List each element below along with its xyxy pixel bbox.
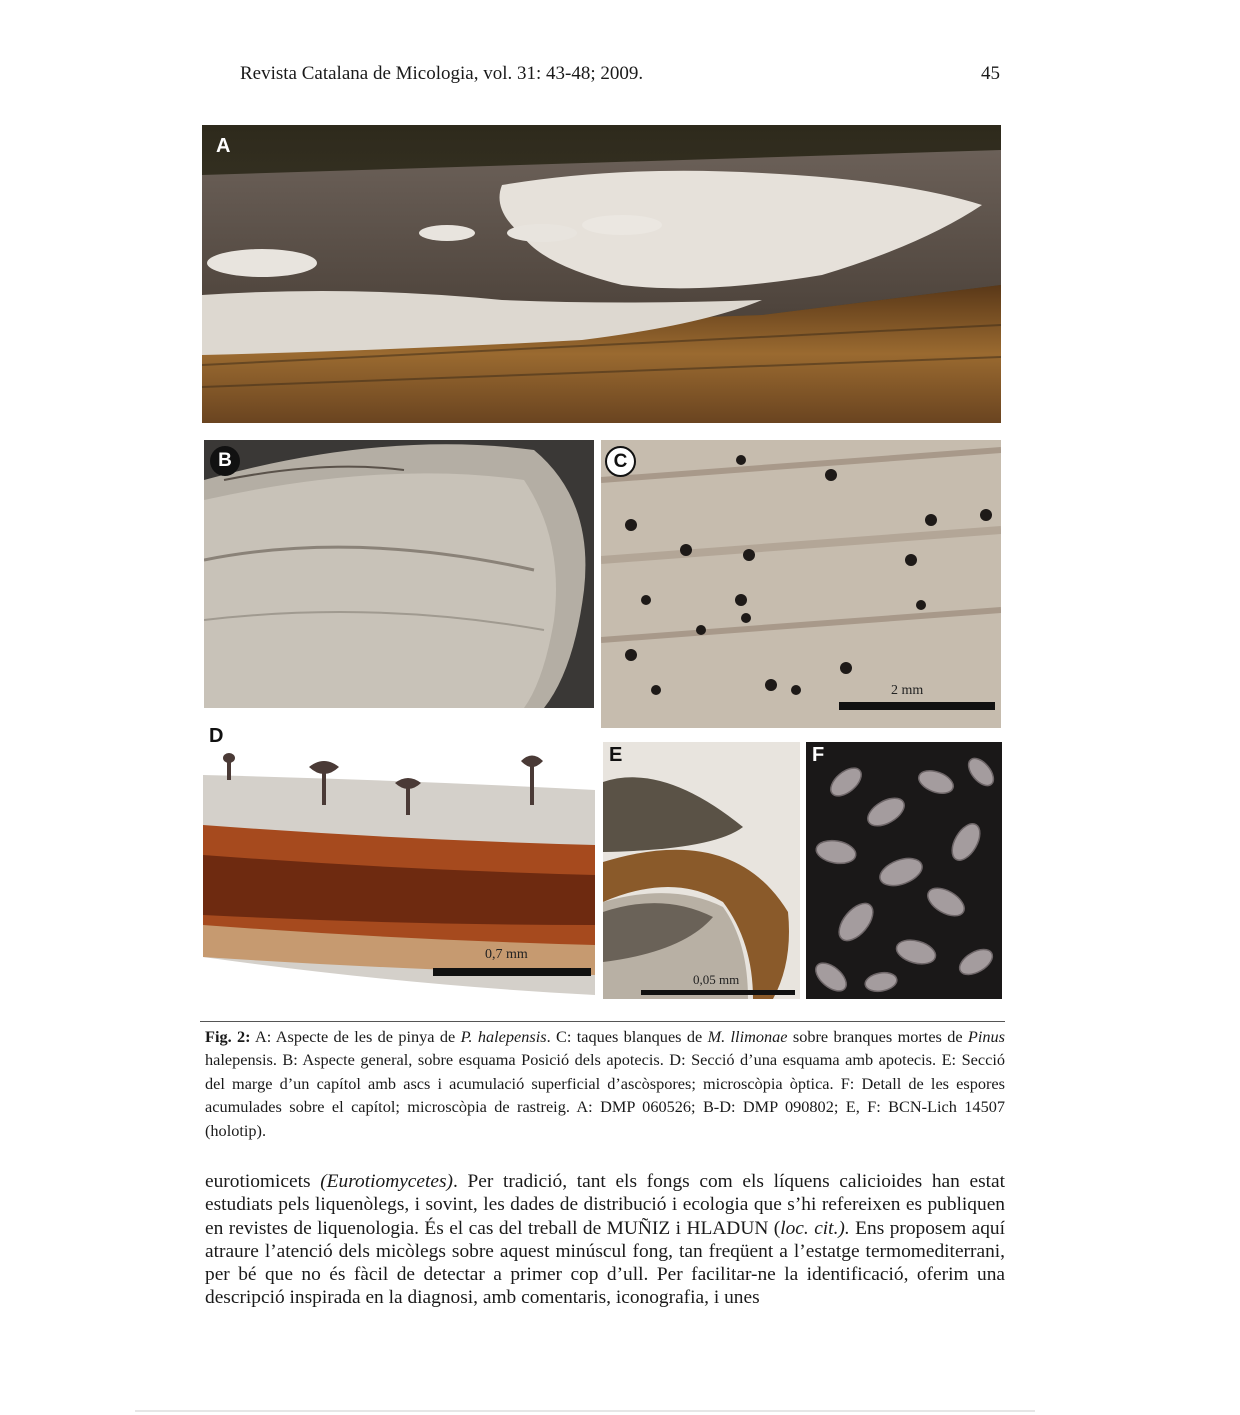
caption-rule xyxy=(200,1021,1005,1022)
page-number: 45 xyxy=(981,63,1000,84)
figure-panel-a xyxy=(202,125,1001,423)
photo-scale-section xyxy=(203,725,595,1000)
caption-taxon: M. llimonae xyxy=(707,1027,788,1046)
figure-panel-c xyxy=(601,440,1001,728)
scale-label-d: 0,7 mm xyxy=(485,947,528,962)
panel-label-b: B xyxy=(210,446,240,476)
scale-bar-d xyxy=(433,968,591,976)
scale-label-c: 2 mm xyxy=(891,683,924,698)
caption-text: sobre branques mortes de xyxy=(787,1027,968,1046)
caption-text: halepensis. B: Aspecte general, sobre esquama Posició dels apotecis. D: Secció d’una esquama amb apotecis. E: Secció del marge d’un capítol amb ascs i acumulació superficial d’ascòspores; microscòpia òptica. F: Detall de les espores acumulades sobre el capítol; microscòpia de rastreig. A: DMP 060526; B-D: DMP 090802; E, F: BCN-Lich 14507 (holotip). xyxy=(205,1050,1005,1140)
body-text: Ens proposem aquí atraure l’atenció dels micòlegs sobre aquest minúscul fong, tan freqüent a l’estatge termomediterrani, per bé que no és fàcil de detectar a primer cop d’ull. Per facilitar-ne la identificació, oferim una descripció inspirada en la diagnosi, amb comentaris, iconografia, i unes xyxy=(205,1217,1005,1309)
micrograph-sem-spores xyxy=(806,742,1002,999)
panel-label-d: D xyxy=(209,725,224,747)
body-italic: (Eurotiomycetes) xyxy=(320,1171,454,1192)
journal-citation: Revista Catalana de Micologia, vol. 31: 43-48; 2009. xyxy=(240,63,644,84)
photo-apothecia-macro xyxy=(601,440,1001,728)
caption-label: Fig. 2: xyxy=(205,1027,251,1046)
figure-panel-f xyxy=(806,742,1002,999)
panel-label-a: A xyxy=(216,135,231,157)
caption-text: . C: taques blanques de xyxy=(546,1027,708,1046)
body-text: eurotiomicets xyxy=(205,1171,321,1192)
panel-label-e: E xyxy=(609,744,623,766)
figure-panel-d xyxy=(203,725,595,1000)
body-paragraph xyxy=(205,1170,1005,1310)
figure-caption xyxy=(205,1025,1005,1142)
figure-panel-e xyxy=(603,742,800,999)
caption-taxon: Pinus xyxy=(967,1027,1006,1046)
body-italic: loc. cit.). xyxy=(780,1217,850,1239)
running-head xyxy=(240,63,1000,85)
body-text: . Per tradició, tant els fongs com els líquens calicioides han estat estudiats pels liquenòlegs, i sovint, les dades de distribució i ecologia que s’hi refereixen es publiquen en revistes de liquenologia. És el cas del treball de MUÑIZ i HLADUN ( xyxy=(205,1171,1006,1239)
scale-bar-c xyxy=(839,702,995,710)
caption-taxon: P. halepensis xyxy=(460,1027,547,1046)
photo-pine-bark-white-patches xyxy=(202,125,1001,423)
panel-label-f: F xyxy=(812,744,825,766)
photo-cone-scale xyxy=(204,440,594,708)
figure-panel-b xyxy=(204,440,594,708)
micrograph-light-microscopy xyxy=(603,742,800,999)
scan-edge-line xyxy=(135,1410,1035,1412)
scale-bar-e xyxy=(641,990,795,995)
scale-label-e: 0,05 mm xyxy=(693,972,740,987)
caption-text: A: Aspecte de les de pinya de xyxy=(250,1027,461,1046)
panel-label-c: C xyxy=(605,446,636,477)
